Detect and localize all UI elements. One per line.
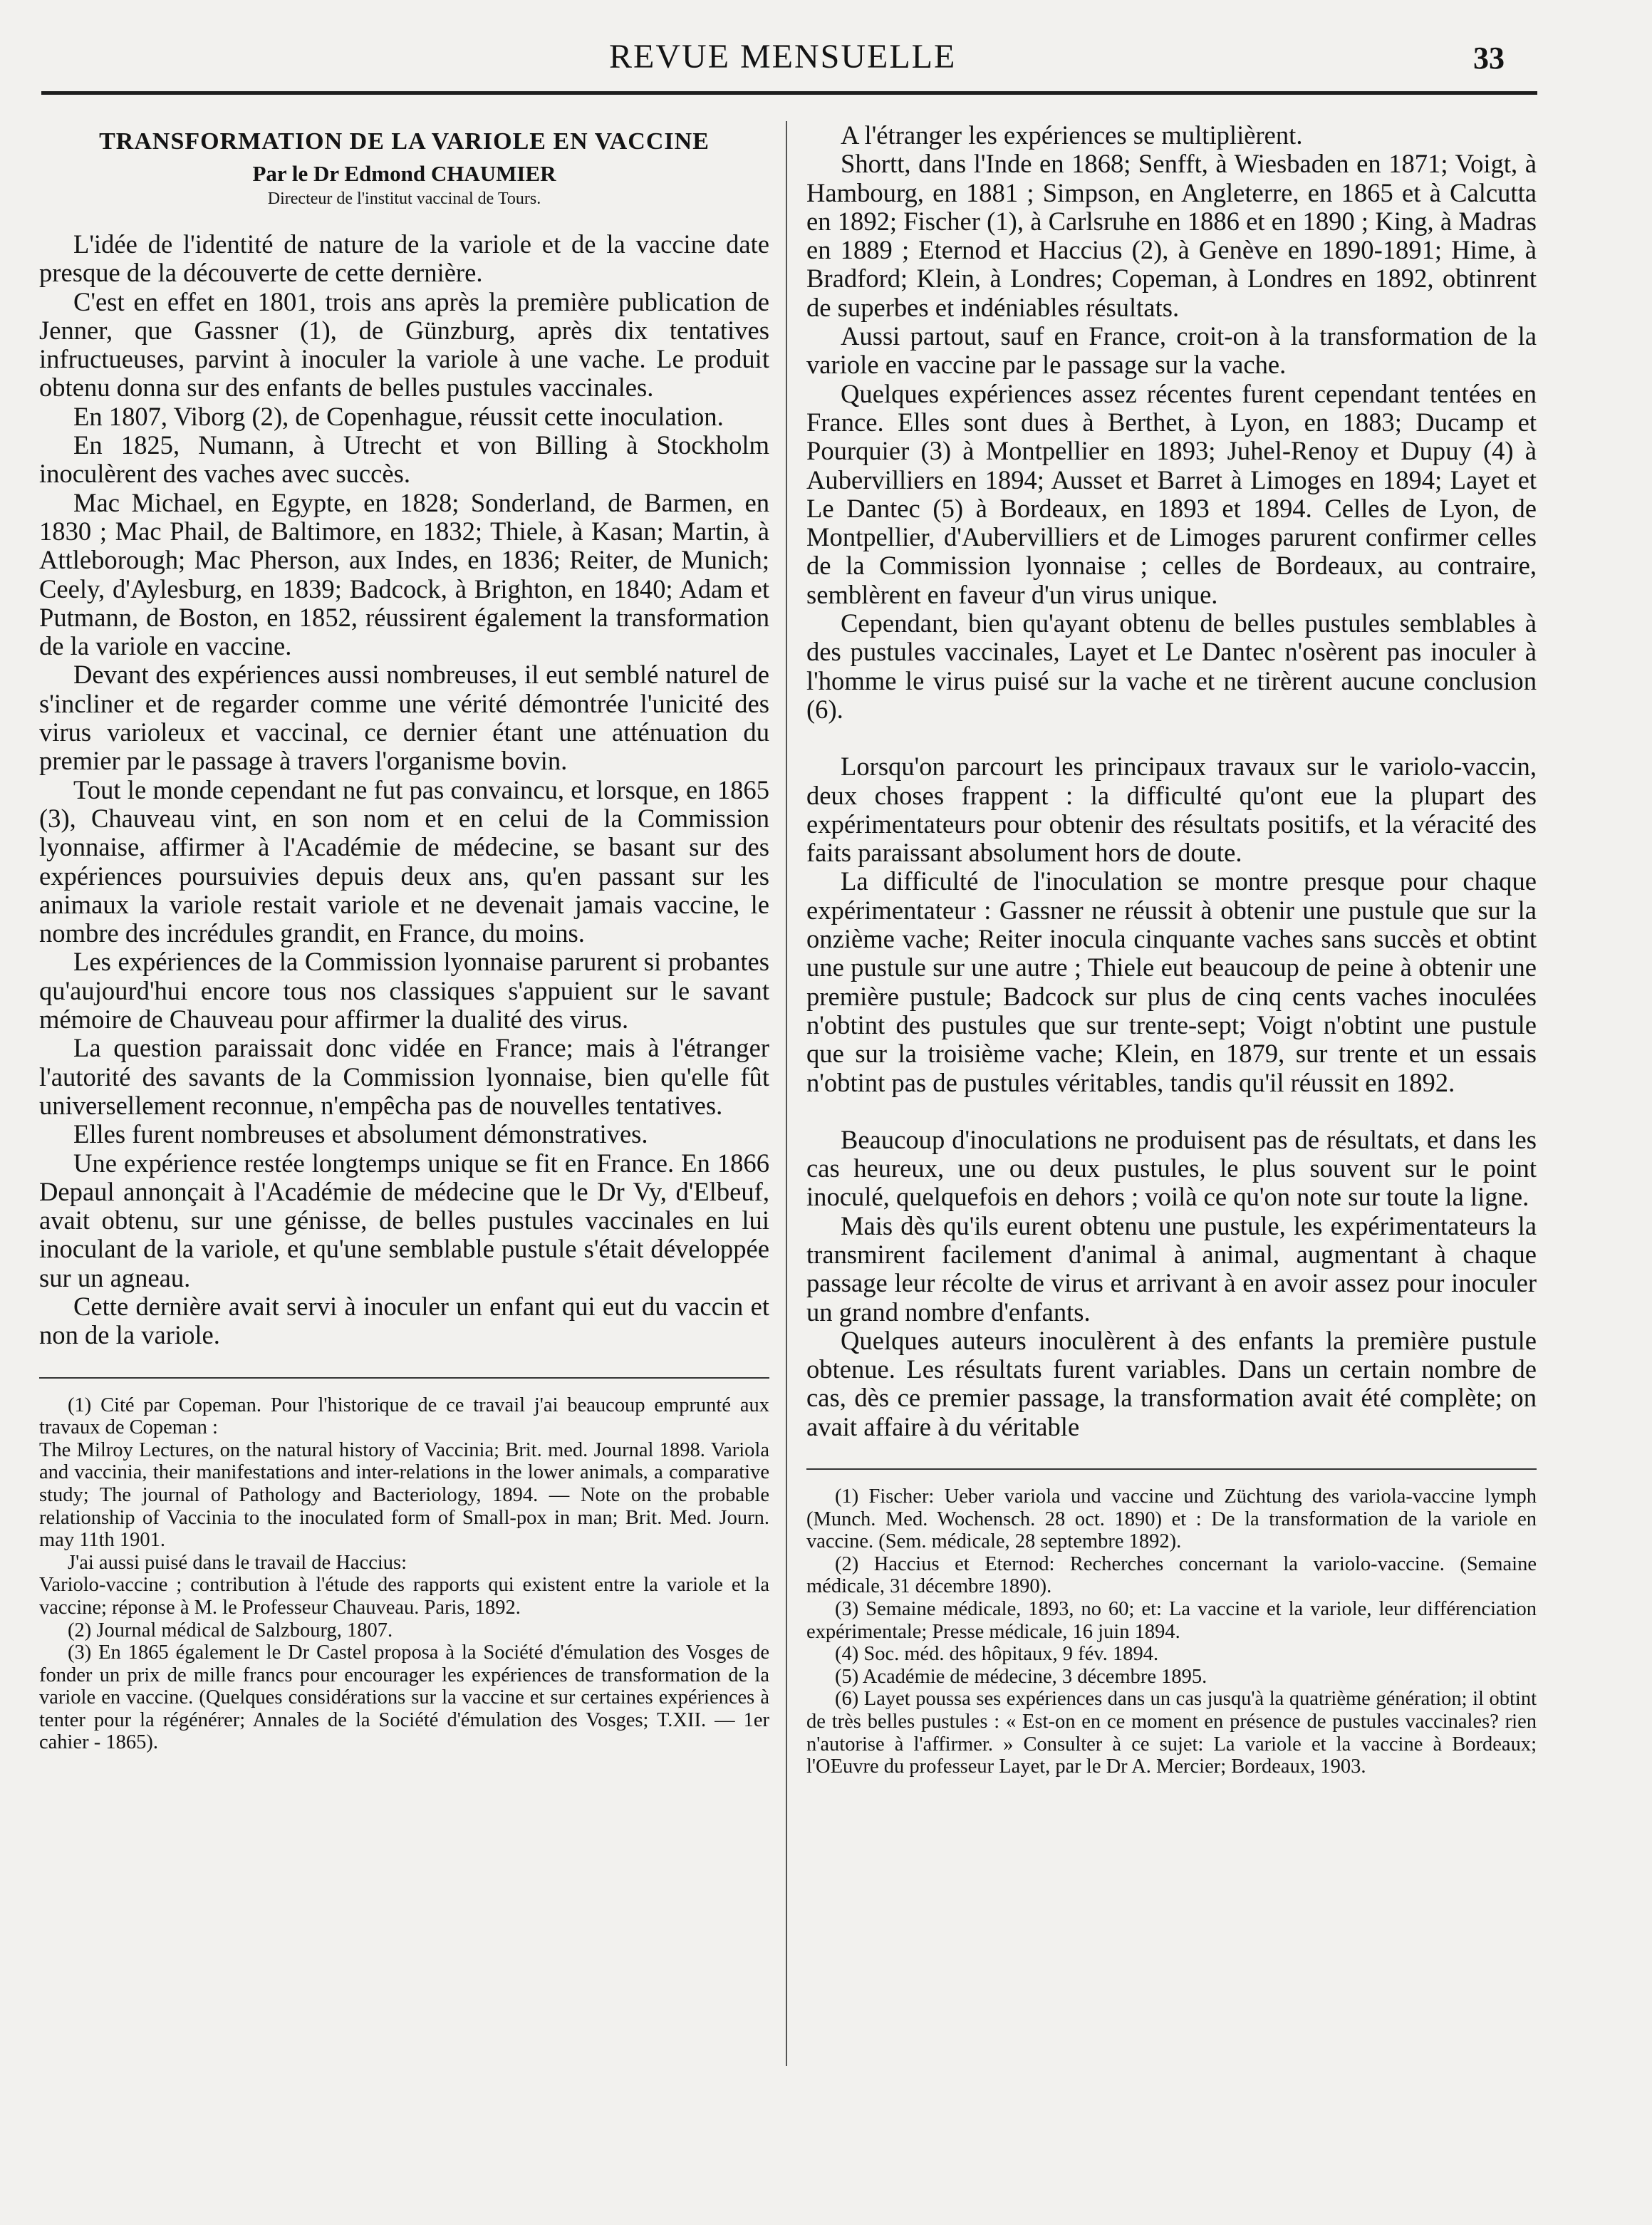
paragraph: Quelques auteurs inoculèrent à des enfants la première pustule obtenue. Les résultats furent variables. Dans un certain nombre de cas, dès ce premier passage, la transformation avait été complète; on avait affaire à du véritable	[806, 1325, 1537, 1441]
footnote: (4) Soc. méd. des hôpitaux, 9 fév. 1894.	[835, 1643, 1159, 1666]
paragraph: En 1825, Numann, à Utrecht et von Billing à Stockholm inoculèrent des vaches avec succès.	[39, 430, 769, 489]
section-gap	[806, 724, 1537, 752]
paragraph: Cette dernière avait servi à inoculer un enfant qui eut du vaccin et non de la variole.	[39, 1291, 769, 1350]
page-header	[0, 28, 1652, 100]
footnote: (2) Journal médical de Salzbourg, 1807.	[68, 1619, 393, 1641]
footnote: (5) Académie de médecine, 3 décembre 1895.	[835, 1665, 1207, 1688]
paragraph: La question paraissait donc vidée en France; mais à l'étranger l'autorité des savants de la Commission lyonnaise, bien qu'elle fût universellement reconnue, n'empêcha pas de nouvelles tentatives.	[39, 1033, 769, 1120]
article-byline: Par le Dr Edmond CHAUMIER	[252, 161, 556, 186]
paragraph: C'est en effet en 1801, trois ans après la première publication de Jenner, que Gassner (1), de Günzburg, après dix tentatives infructueuses, parvint à inoculer la variole à une vache. Le produit obtenu donna sur des enfants de belles pustules vaccinales.	[39, 286, 769, 403]
paragraph: Mac Michael, en Egypte, en 1828; Sonderland, de Barmen, en 1830 ; Mac Phail, de Baltimore, en 1832; Thiele, à Kasan; Martin, à Attleborough; Mac Pherson, aux Indes, en 1836; Reiter, de Munich; Ceely, d'Aylesburg, en 1839; Badcock, à Brighton, en 1840; Adam et Putmann, de Boston, en 1852, réussirent également la transformation de la variole en vaccine.	[39, 487, 769, 661]
author-affiliation: Directeur de l'institut vaccinal de Tours.	[267, 190, 541, 208]
paragraph: A l'étranger les expériences se multiplièrent.	[841, 120, 1303, 150]
column-divider	[786, 121, 787, 2066]
section-gap	[806, 1097, 1537, 1126]
paragraph: L'idée de l'identité de nature de la variole et de la vaccine date presque de la découverte de cette dernière.	[39, 229, 769, 288]
paragraph: Mais dès qu'ils eurent obtenu une pustule, les expérimentateurs la transmirent facilement d'animal à animal, augmentant à chaque passage leur récolte de virus et arrivant à en avoir assez pour inoculer un grand nombre d'enfants.	[806, 1210, 1537, 1327]
paragraph: Devant des expériences aussi nombreuses, il eut semblé naturel de s'incliner et de regarder comme une vérité démontrée l'unicité des virus varioleux et vaccinal, ce dernier étant une atténuation du premier par le passage à travers l'organisme bovin.	[39, 660, 769, 776]
paragraph: La difficulté de l'inoculation se montre presque pour chaque expérimentateur : Gassner ne réussit à obtenir une pustule que sur la onzième vache; Reiter inocula cinquante vaches sans succès et obtint une pustule sur une autre ; Thiele eut beaucoup de peine à obtenir une première pustule; Badcock sur plus de cinq cents vaches inoculées n'obtint des pustules que sur trente-sept; Voigt n'obtint une pustule que sur la troisième vache; Klein, en 1879, sur trente et un essais n'obtint pas de pustules véritables, tandis qu'il réussit en 1892.	[806, 866, 1537, 1097]
paragraph: Quelques expériences assez récentes furent cependant tentées en France. Elles sont dues à Berthet, à Lyon, en 1883; Ducamp et Pourquier (3) à Montpellier en 1893; Juhel-Renoy et Dupuy (4) à Aubervilliers en 1894; Ausset et Barret à Limoges en 1894; Layet et Le Dantec (5) à Bordeaux, en 1893 et 1894. Celles de Lyon, de Montpellier, d'Aubervilliers et de Limoges parurent confirmer celles de la Commission lyonnaise ; celles de Bordeaux, au contraire, semblèrent en faveur d'un virus unique.	[806, 378, 1537, 609]
paragraph: Shortt, dans l'Inde en 1868; Senfft, à Wiesbaden en 1871; Voigt, à Hambourg, en 1881 ; Simpson, en Angleterre, en 1865 et à Calcutta en 1892; Fischer (1), à Carlsruhe en 1886 et en 1890 ; King, à Madras en 1889 ; Eternod et Haccius (2), à Genève en 1890-1891; Hime, à Bradford; Klein, à Londres; Copeman, à Londres en 1892, obtinrent de superbes et indéniables résultats.	[806, 149, 1537, 322]
paragraph: Lorsqu'on parcourt les principaux travaux sur le variolo-vaccin, deux choses frappent : la difficulté qu'ont eue la plupart des expérimentateurs pour obtenir des résultats positifs, et la véracité des faits paraissant absolument hors de doute.	[806, 752, 1537, 868]
header-rule	[41, 91, 1537, 95]
footnote: (6) Layet poussa ses expériences dans un cas jusqu'à la quatrième génération; il obtint de très belles pustules : « Est-on en ce moment en présence de pustules vaccinales? rien n'autorise à l'affirmer. » Consulter à ce sujet: La variole et la vaccine à Bordeaux; l'OEuvre du professeur Layet, par le Dr A. Mercier; Bordeaux, 1903.	[806, 1688, 1537, 1778]
paragraph: Beaucoup d'inoculations ne produisent pas de résultats, et dans les cas heureux, une ou deux pustules, le plus souvent sur le point inoculé, quelquefois en dehors ; voilà ce qu'on note sur toute la ligne.	[806, 1124, 1537, 1212]
paragraph: Une expérience restée longtemps unique se fit en France. En 1866 Depaul annonçait à l'Académie de médecine que le Dr Vy, d'Elbeuf, avait obtenu, sur une génisse, de belles pustules vaccinales en lui inoculant de la variole, et qu'une semblable pustule s'était développée sur un agneau.	[39, 1148, 769, 1292]
paragraph: Aussi partout, sauf en France, croit-on à la transformation de la variole en vaccine par le passage sur la vache.	[806, 321, 1537, 380]
paragraph: Les expériences de la Commission lyonnaise parurent si probantes qu'aujourd'hui encore tous nos classiques s'appuient sur le savant mémoire de Chauveau pour affirmer la dualité des virus.	[39, 947, 769, 1034]
page-number: 33	[1473, 41, 1505, 76]
paragraph: Elles furent nombreuses et absolument démonstratives.	[73, 1119, 648, 1149]
left-column	[39, 121, 769, 1754]
footnote: Variolo-vaccine ; contribution à l'étude des rapports qui existent entre la variole et la vaccine; réponse à M. le Professeur Chauveau. Paris, 1892.	[39, 1574, 769, 1619]
footnote: (3) Semaine médicale, 1893, no 60; et: La vaccine et la variole, leur différenciation expérimentale; Presse médicale, 16 juin 1894.	[806, 1598, 1537, 1643]
footnote: The Milroy Lectures, on the natural history of Vaccinia; Brit. med. Journal 1898. Variola and vaccinia, their manifestations and inter-relations in the lower animals, a comparative study; The journal of Pathology and Bacteriology, 1894. — Note on the probable relationship of Vaccinia to the inoculated form of Small-pox in man; Brit. Med. Journ. may 11th 1901.	[39, 1438, 769, 1552]
footnote: (2) Haccius et Eternod: Recherches concernant la variolo-vaccine. (Semaine médicale, 31 décembre 1890).	[806, 1552, 1537, 1598]
footnote-rule	[806, 1468, 1537, 1470]
paragraph: En 1807, Viborg (2), de Copenhague, réussit cette inoculation.	[73, 401, 724, 431]
paragraph: Cependant, bien qu'ayant obtenu de belles pustules semblables à des pustules vaccinales, Layet et Le Dantec n'osèrent pas inoculer à l'homme le virus puisé sur la vache et ne tirèrent aucune conclusion (6).	[806, 608, 1537, 724]
journal-title: REVUE MENSUELLE	[609, 38, 957, 76]
footnote: (1) Cité par Copeman. Pour l'historique de ce travail j'ai beaucoup emprunté aux travaux de Copeman :	[39, 1394, 769, 1439]
article-title: TRANSFORMATION DE LA VARIOLE EN VACCINE	[99, 128, 710, 155]
footnote: (3) En 1865 également le Dr Castel proposa à la Société d'émulation des Vosges de fonder un prix de mille francs pour encourager les expériences de transformation de la variole en vaccine. (Quelques considérations sur la vaccine et sur certaines expériences à tenter pour la régénérer; Annales de la Société d'émulation des Vosges; T.XII. — 1er cahier - 1865).	[39, 1641, 769, 1754]
right-column	[806, 121, 1537, 1778]
footnote-rule	[39, 1377, 769, 1379]
paragraph: Tout le monde cependant ne fut pas convaincu, et lorsque, en 1865 (3), Chauveau vint, en son nom et en celui de la Commission lyonnaise, affirmer à l'Académie de médecine, se basant sur des expériences poursuivies depuis deux ans, qu'en passant sur les animaux la variole restait variole et ne devenait jamais vaccine, le nombre des incrédules grandit, en France, du moins.	[39, 774, 769, 948]
footnote: (1) Fischer: Ueber variola und vaccine und Züchtung des variola-vaccine lymph (Munch. Med. Wochensch. 28 oct. 1890) et : De la transformation de la variole en vaccine. (Sem. médicale, 28 septembre 1892).	[806, 1485, 1537, 1553]
footnote: J'ai aussi puisé dans le travail de Haccius:	[68, 1551, 407, 1574]
